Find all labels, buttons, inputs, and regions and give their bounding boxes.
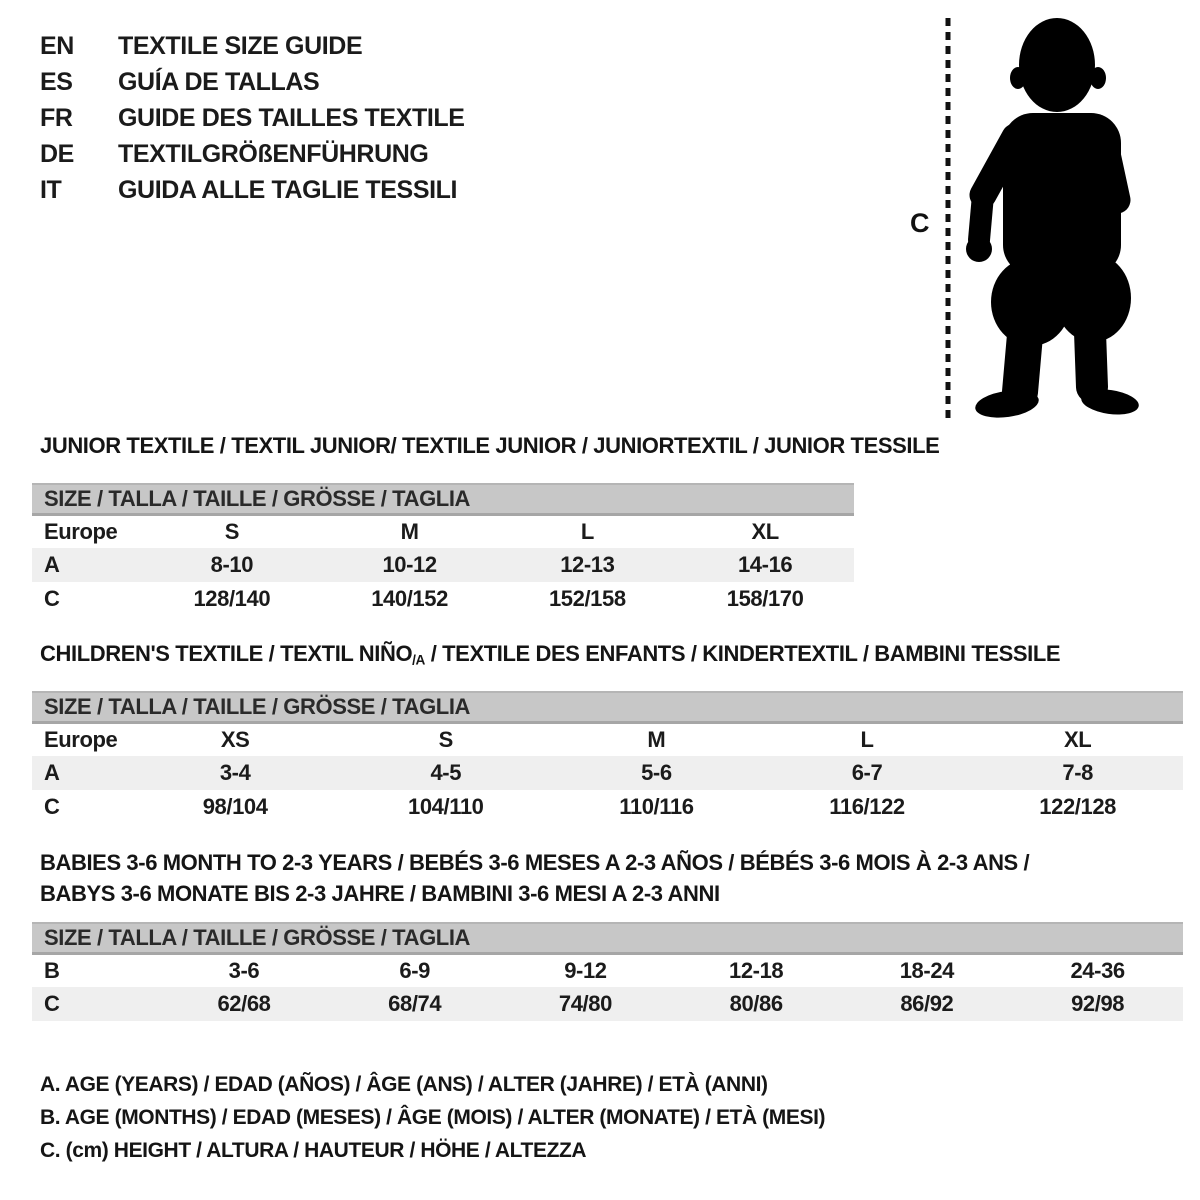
table-header-label: SIZE / TALLA / TAILLE / GRÖSSE / TAGLIA	[32, 923, 1183, 953]
row-label: B	[44, 957, 60, 983]
height-cell: 110/116	[619, 794, 694, 819]
age-cell: 12-13	[498, 548, 676, 582]
height-cell: 92/98	[1012, 987, 1183, 1021]
language-title: TEXTILGRÖßENFÜHRUNG	[118, 139, 429, 168]
months-cell: 3-6	[228, 957, 260, 983]
children-size-table	[32, 691, 1183, 824]
language-row-it	[40, 172, 465, 208]
months-cell: 9-12	[564, 957, 607, 983]
language-row-en	[40, 28, 465, 64]
age-cell: 4-5	[340, 756, 551, 790]
months-cell: 12-18	[729, 957, 784, 983]
babies-size-table	[32, 922, 1183, 1021]
height-cell: 152/158	[548, 586, 626, 611]
toddler-silhouette-icon	[966, 18, 1140, 421]
size-cell: XL	[1064, 726, 1092, 752]
size-cell: XS	[220, 726, 250, 752]
height-cell: 62/68	[159, 987, 330, 1021]
language-title: GUIDE DES TAILLES TEXTILE	[118, 103, 465, 132]
size-cell: S	[438, 726, 453, 752]
size-cell: L	[580, 518, 594, 544]
children-title-sub: /A	[412, 652, 425, 668]
row-label: Europe	[44, 726, 118, 752]
height-cell: 104/110	[408, 794, 484, 819]
babies-title-line2: BABYS 3-6 MONATE BIS 2-3 JAHRE / BAMBINI 3-6 MESI A 2-3 ANNI	[40, 881, 720, 906]
language-row-de	[40, 136, 465, 172]
row-label: A	[32, 548, 143, 582]
table-header-bar	[32, 484, 854, 514]
table-row-height	[32, 790, 1183, 824]
height-cell: 122/128	[1039, 794, 1117, 819]
legend-line-b: B. AGE (MONTHS) / EDAD (MESES) / ÂGE (MOIS) / ALTER (MONATE) / ETÀ (MESI)	[40, 1106, 826, 1129]
height-cell: 80/86	[671, 987, 842, 1021]
size-cell: L	[860, 726, 874, 752]
table-row-height	[32, 987, 1183, 1021]
figure-measure-label: C	[910, 208, 930, 238]
months-cell: 24-36	[1070, 957, 1125, 983]
table-header-bar	[32, 923, 1183, 953]
age-cell: 5-6	[551, 756, 762, 790]
height-cell: 158/170	[726, 586, 804, 611]
language-row-es	[40, 64, 465, 100]
height-cell: 98/104	[202, 794, 268, 819]
table-row-age	[32, 756, 1183, 790]
age-cell: 6-7	[762, 756, 973, 790]
junior-section-title: JUNIOR TEXTILE / TEXTIL JUNIOR/ TEXTILE JUNIOR / JUNIORTEXTIL / JUNIOR TESSILE	[40, 433, 940, 458]
babies-title-line1: BABIES 3-6 MONTH TO 2-3 YEARS / BEBÉS 3-6 MESES A 2-3 AÑOS / BÉBÉS 3-6 MOIS À 2-3 ANS /	[40, 850, 1030, 875]
table-row-height	[32, 582, 854, 616]
months-cell: 6-9	[399, 957, 430, 983]
table-header-label: SIZE / TALLA / TAILLE / GRÖSSE / TAGLIA	[32, 692, 1183, 722]
language-code: IT	[40, 175, 62, 204]
months-cell: 18-24	[899, 957, 954, 983]
babies-section-title	[40, 847, 1029, 909]
children-title-text: / TEXTILE DES ENFANTS / KINDERTEXTIL / BAMBINI TESSILE	[425, 641, 1061, 666]
age-cell: 8-10	[143, 548, 321, 582]
toddler-figure	[905, 10, 1155, 425]
table-header-bar	[32, 692, 1183, 722]
junior-size-table	[32, 483, 854, 616]
height-cell: 74/80	[500, 987, 671, 1021]
language-code: EN	[40, 31, 74, 60]
language-title: TEXTILE SIZE GUIDE	[118, 31, 363, 60]
language-code: FR	[40, 103, 73, 132]
legend-line-a: A. AGE (YEARS) / EDAD (AÑOS) / ÂGE (ANS) / ALTER (JAHRE) / ETÀ (ANNI)	[40, 1073, 768, 1096]
size-cell: XL	[751, 518, 779, 544]
table-row-europe	[32, 514, 854, 548]
height-cell: 68/74	[329, 987, 500, 1021]
table-row-europe	[32, 722, 1183, 756]
height-cell: 116/122	[829, 794, 905, 819]
size-cell: M	[400, 518, 419, 544]
language-list	[40, 28, 465, 208]
table-header-label: SIZE / TALLA / TAILLE / GRÖSSE / TAGLIA	[32, 484, 854, 514]
height-cell: 86/92	[842, 987, 1013, 1021]
language-code: DE	[40, 139, 74, 168]
age-cell: 10-12	[321, 548, 499, 582]
children-title-text: CHILDREN'S TEXTILE / TEXTIL NIÑO	[40, 641, 413, 666]
row-label: Europe	[44, 518, 118, 544]
legend-line-c: C. (cm) HEIGHT / ALTURA / HAUTEUR / HÖHE / ALTEZZA	[40, 1139, 587, 1162]
age-cell: 14-16	[676, 548, 854, 582]
height-cell: 140/152	[371, 586, 448, 611]
age-cell: 3-4	[130, 756, 341, 790]
size-cell: S	[224, 518, 239, 544]
row-label: C	[32, 987, 159, 1021]
language-code: ES	[40, 67, 73, 96]
height-cell: 128/140	[193, 586, 271, 611]
age-cell: 7-8	[972, 756, 1183, 790]
measurement-legend	[40, 1068, 825, 1167]
row-label: A	[32, 756, 130, 790]
table-row-months	[32, 953, 1183, 987]
language-row-fr	[40, 100, 465, 136]
children-section-title	[40, 641, 1060, 667]
table-row-age	[32, 548, 854, 582]
size-cell: M	[647, 726, 666, 752]
language-title: GUÍA DE TALLAS	[118, 67, 320, 96]
language-title: GUIDA ALLE TAGLIE TESSILI	[118, 175, 458, 204]
row-label: C	[44, 586, 60, 611]
row-label: C	[44, 794, 60, 819]
